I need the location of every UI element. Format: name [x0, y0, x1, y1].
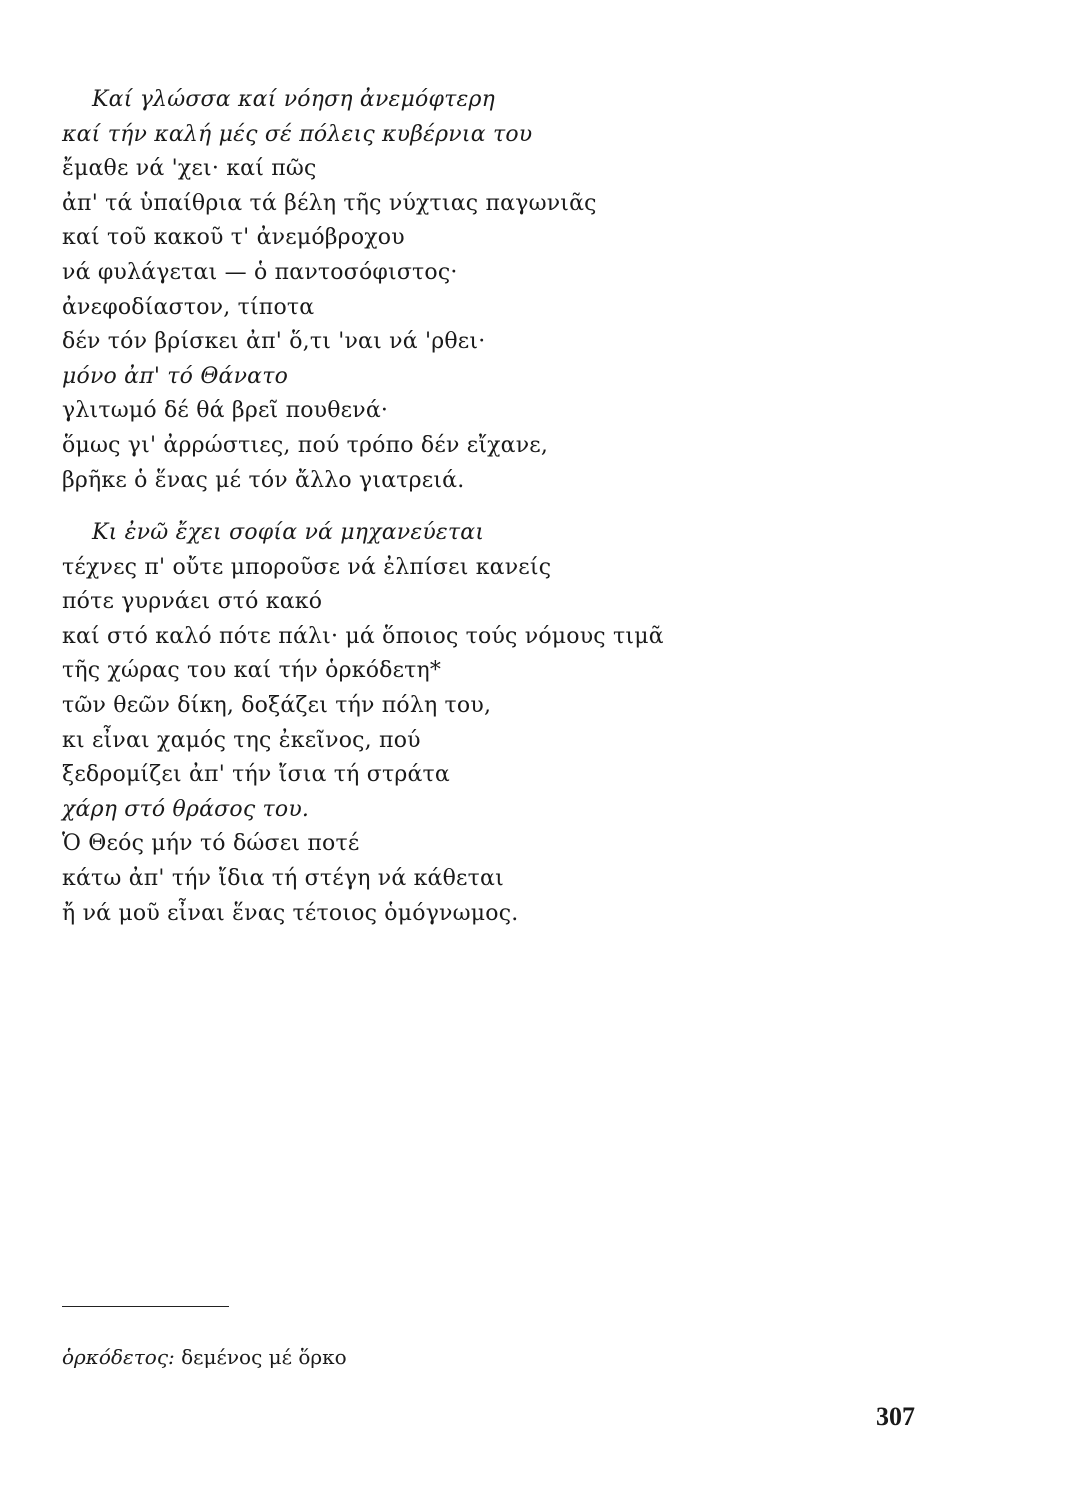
poem-line: τῆς χώρας του καί τήν ὁρκόδετη*	[62, 658, 442, 684]
poem-line: καί τοῦ κακοῦ τ' ἀνεμόβροχου	[62, 225, 405, 251]
poem-line: καί τήν καλή μές σέ πόλεις κυβέρνια του	[62, 121, 533, 147]
footnote-term: ὁρκόδετος:	[62, 1345, 175, 1369]
poem-line: Καί γλώσσα καί νόηση ἀνεμόφτερη	[92, 87, 495, 112]
poem-line: βρῆκε ὁ ἕνας μέ τόν ἄλλο γιατρειά.	[62, 467, 465, 493]
poem-line: τέχνες π' οὔτε μποροῦσε νά ἐλπίσει κανείς	[62, 554, 552, 580]
poem-line: ἀνεφοδίαστον, τίποτα	[62, 294, 315, 320]
poem-line: μόνο ἀπ' τό Θάνατο	[62, 363, 289, 389]
poem-line: Κι ἐνῶ ἔχει σοφία νά μηχανεύεται	[92, 520, 485, 545]
stanza-1	[62, 83, 982, 498]
poem-line: κάτω ἀπ' τήν ἴδια τή στέγη νά κάθεται	[62, 865, 504, 891]
poem-line: δέν τόν βρίσκει ἀπ' ὅ,τι 'ναι νά 'ρθει·	[62, 329, 486, 355]
poem-line: κι εἶναι χαμός της ἐκεῖνος, πού	[62, 727, 421, 753]
poem-line: ἀπ' τά ὑπαίθρια τά βέλη τῆς νύχτιας παγωνιᾶς	[62, 190, 597, 216]
page-number: 307	[876, 1402, 915, 1431]
footnote-definition: δεμένος μέ ὅρκο	[181, 1345, 347, 1369]
poem-line: καί στό καλό πότε πάλι· μά ὅποιος τούς νόμους τιμᾶ	[62, 623, 664, 649]
stanza-2	[62, 516, 982, 931]
poem-line: Ὁ Θεός μήν τό δώσει ποτέ	[62, 831, 360, 857]
poem-line: ξεδρομίζει ἀπ' τήν ἴσια τή στράτα	[62, 762, 450, 788]
poem-line: γλιτωμό δέ θά βρεῖ πουθενά·	[62, 398, 389, 424]
poem-line: ἤ νά μοῦ εἶναι ἕνας τέτοιος ὁμόγνωμος.	[62, 900, 519, 926]
poem-line: τῶν θεῶν δίκη, δοξάζει τήν πόλη του,	[62, 692, 492, 718]
poem-line: χάρη στό θράσος του.	[62, 796, 310, 822]
poem-line: νά φυλάγεται — ὁ παντοσόφιστος·	[62, 259, 458, 285]
poem-line: ἔμαθε νά 'χει· καί πῶς	[62, 156, 317, 182]
poem-text	[62, 83, 982, 926]
footnote	[62, 1345, 347, 1369]
poem-line: ὅμως γι' ἀρρώστιες, πού τρόπο δέν εἴχανε,	[62, 432, 549, 458]
footnote-divider	[62, 1306, 229, 1307]
poem-line: πότε γυρνάει στό κακό	[62, 589, 323, 615]
